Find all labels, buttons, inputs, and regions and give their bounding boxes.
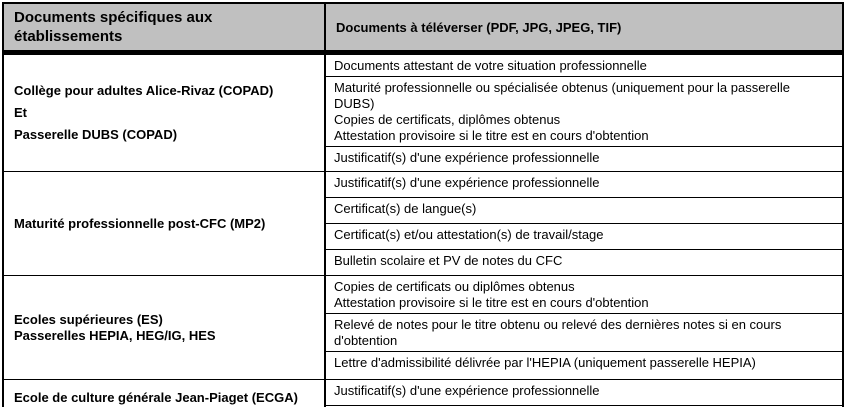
table-row: [3, 380, 843, 406]
establishment-line: Passerelle DUBS (COPAD): [14, 127, 178, 142]
establishment-line: Ecole de culture générale Jean-Piaget (ECGA): [14, 390, 298, 406]
doc-line: Copies de certificats, diplômes obtenus: [334, 112, 561, 127]
doc-cell: [325, 276, 843, 314]
doc-line: Documents attestant de votre situation professionnelle: [334, 58, 647, 73]
doc-line: Justificatif(s) d'une expérience professionnelle: [334, 383, 600, 398]
doc-line: Copies de certificats ou diplômes obtenus: [334, 279, 575, 294]
establishment-line: Et: [14, 105, 27, 120]
doc-line: Certificat(s) et/ou attestation(s) de travail/stage: [334, 227, 604, 242]
doc-cell: [325, 198, 843, 224]
doc-line: Maturité professionnelle ou spécialisée obtenus (uniquement pour la passerelle DUBS): [334, 80, 790, 111]
establishment-line: Collège pour adultes Alice-Rivaz (COPAD): [14, 83, 274, 98]
header-left-column: Documents spécifiques aux établissements: [3, 3, 325, 53]
establishment-cell-copad: [3, 53, 325, 172]
documents-table: [2, 2, 844, 407]
doc-cell: [325, 224, 843, 250]
doc-line: Relevé de notes pour le titre obtenu ou relevé des dernières notes si en cours d'obtention: [334, 317, 782, 348]
doc-line: Justificatif(s) d'une expérience professionnelle: [334, 175, 600, 190]
establishment-cell-es: [3, 276, 325, 380]
doc-line: Lettre d'admissibilité délivrée par l'HEPIA (uniquement passerelle HEPIA): [334, 355, 756, 370]
doc-cell: [325, 172, 843, 198]
doc-cell: [325, 352, 843, 380]
header-right-column: Documents à téléverser (PDF, JPG, JPEG, TIF): [325, 3, 843, 53]
doc-line: Attestation provisoire si le titre est en cours d'obtention: [334, 295, 649, 310]
establishment-cell-ecga: [3, 380, 325, 407]
doc-line: Certificat(s) de langue(s): [334, 201, 477, 216]
establishment-line: Maturité professionnelle post-CFC (MP2): [14, 215, 266, 231]
doc-cell: [325, 77, 843, 147]
doc-cell: [325, 250, 843, 276]
doc-line: Bulletin scolaire et PV de notes du CFC: [334, 253, 563, 268]
doc-cell: [325, 53, 843, 77]
establishment-line: Ecoles supérieures (ES): [14, 311, 163, 327]
doc-cell: [325, 380, 843, 406]
doc-line: Attestation provisoire si le titre est en cours d'obtention: [334, 128, 649, 143]
establishment-line: Passerelles HEPIA, HEG/IG, HES: [14, 327, 216, 343]
table-row: [3, 172, 843, 198]
table-row: [3, 53, 843, 77]
table-row: [3, 276, 843, 314]
doc-cell: [325, 314, 843, 352]
doc-line: Justificatif(s) d'une expérience professionnelle: [334, 150, 600, 165]
table-header-row: [3, 3, 843, 53]
doc-cell: [325, 147, 843, 172]
establishment-cell-mp2: [3, 172, 325, 276]
